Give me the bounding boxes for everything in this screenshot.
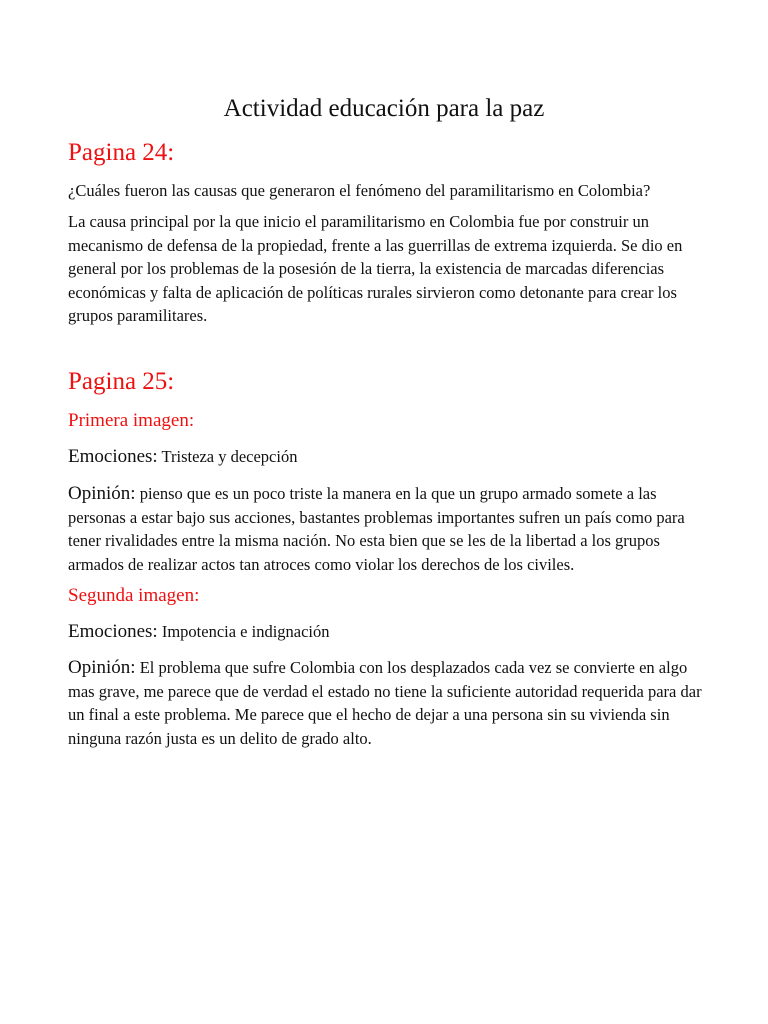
opinion-label: Opinión:: [68, 657, 136, 678]
opinion-value: El problema que sufre Colombia con los desplazados cada vez se convierte en algo mas grave, me parece que de verdad el estado no tiene la suficiente autoridad requerida para dar un final a este problema. Me parece que el hecho de dejar a una persona sin su vivienda sin ninguna razón justa es un delito de grado alto.: [68, 658, 702, 748]
emotions-label: Emociones:: [68, 621, 158, 642]
opinion-value: pienso que es un poco triste la manera en la que un grupo armado somete a las personas a estar bajo sus acciones, bastantes problemas importantes sufren un país como para tener rivalidades entre la misma nación. No esta bien que se les de la libertad a los grupos armados de realizar actos tan atroces como violar los derechos de los civiles.: [68, 484, 685, 574]
section-heading-pagina-24: Pagina 24:: [68, 139, 175, 166]
emotions-value: Tristeza y decepción: [161, 447, 298, 466]
emotions-line-2: [68, 620, 718, 644]
section-heading-pagina-25: Pagina 25:: [68, 368, 175, 395]
subheading-primera-imagen: Primera imagen:: [68, 410, 195, 431]
subheading-segunda-imagen: Segunda imagen:: [68, 585, 200, 606]
emotions-value: Impotencia e indignación: [161, 622, 330, 641]
answer-paragraph: La causa principal por la que inicio el paramilitarismo en Colombia fue por construir un mecanismo de defensa de la propiedad, frente a las guerrillas de extrema izquierda. Se dio en general por los problemas de la posesión de la tierra, la existencia de marcadas diferencias económicas y falta de aplicación de políticas rurales sirvieron como detonante para crear los grupos paramilitares.: [68, 212, 683, 326]
opinion-label: Opinión:: [68, 483, 136, 504]
question-text: ¿Cuáles fueron las causas que generaron el fenómeno del paramilitarismo en Colombia?: [68, 181, 651, 200]
emotions-label: Emociones:: [68, 446, 158, 467]
emotions-line-1: [68, 445, 718, 469]
opinion-paragraph-1: [68, 482, 708, 576]
document-title: Actividad educación para la paz: [223, 95, 545, 122]
opinion-paragraph-2: [68, 656, 708, 750]
